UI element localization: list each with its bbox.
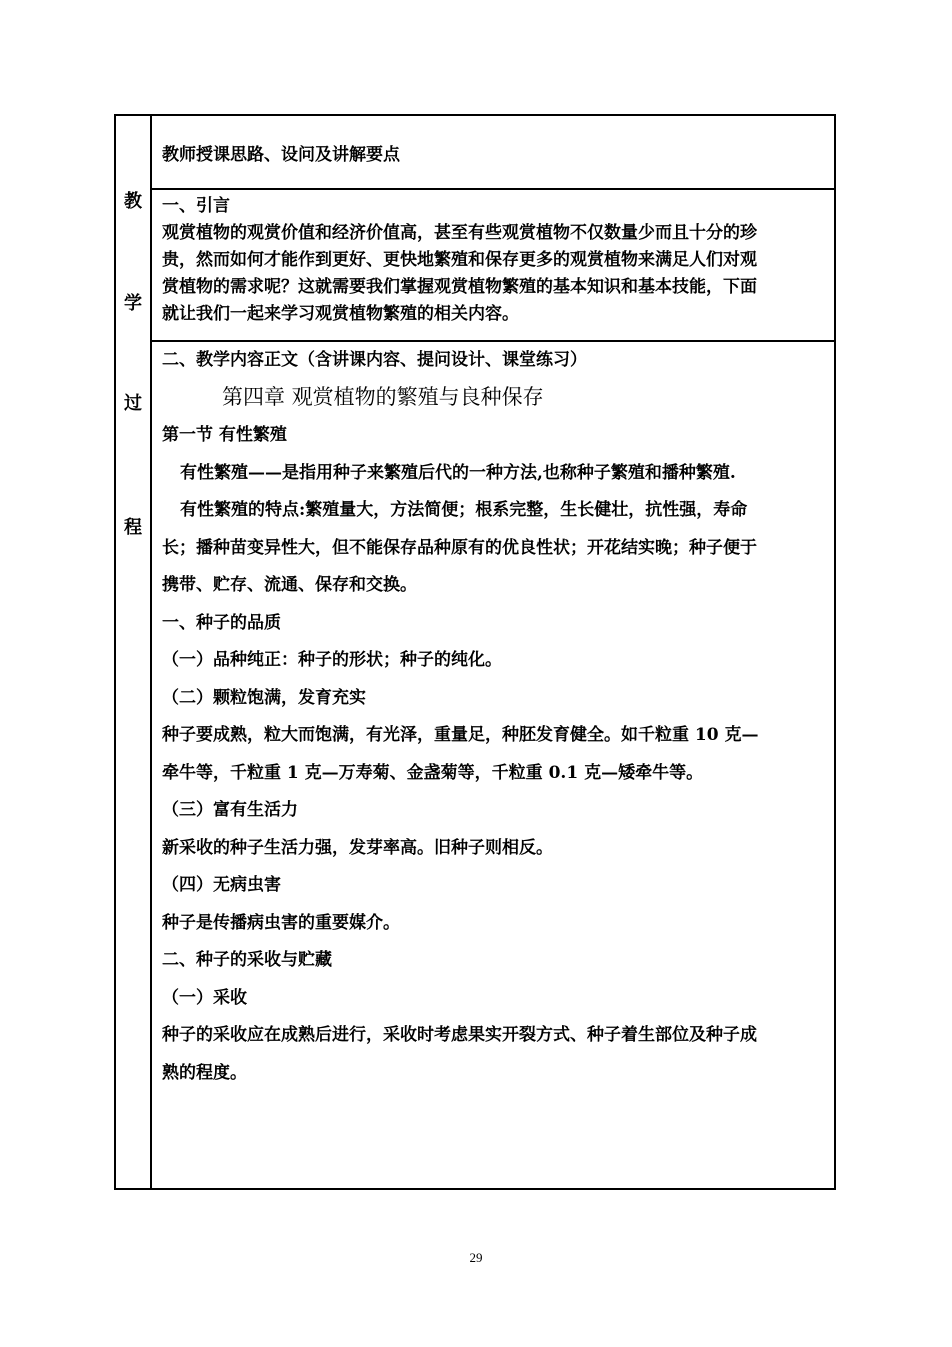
item-text: 种子的采收应在成熟后进行，采收时考虑果实开裂方式、种子着生部位及种子成 xyxy=(162,1025,757,1045)
item-text: 熟的程度。 xyxy=(162,1062,247,1083)
intro-cell xyxy=(152,190,834,342)
intro-line: 就让我们一起来学习观赏植物繁殖的相关内容。 xyxy=(162,304,519,324)
features-line: 有性繁殖的特点:繁殖量大，方法简便；根系完整，生长健壮，抗性强，寿命 xyxy=(180,500,748,520)
header-title: 教师授课思路、设问及讲解要点 xyxy=(162,145,400,165)
side-label-char: 教 xyxy=(124,191,142,212)
item-heading: （一）采收 xyxy=(162,987,247,1008)
item-text: 新采收的种子生活力强，发芽率高。旧种子则相反。 xyxy=(162,837,553,858)
item-text: 种子要成熟，粒大而饱满，有光泽，重量足，种胚发育健全。如千粒重 10 克— xyxy=(162,725,759,745)
content-column xyxy=(152,116,834,1188)
item-text: 种子是传播病虫害的重要媒介。 xyxy=(162,912,400,933)
section-title: 第一节 有性繁殖 xyxy=(162,425,287,445)
side-label-column xyxy=(116,116,152,1188)
side-label-char: 程 xyxy=(124,517,142,538)
page-number: 29 xyxy=(469,1250,483,1265)
chapter-title: 第四章 观赏植物的繁殖与良种保存 xyxy=(222,385,544,409)
item-text: 牵牛等，千粒重 1 克—万寿菊、金盏菊等，千粒重 0.1 克—矮牵牛等。 xyxy=(162,762,704,783)
intro-line: 贵，然而如何才能作到更好、更快地繁殖和保存更多的观赏植物来满足人们对观 xyxy=(162,250,757,270)
side-label-char: 学 xyxy=(124,293,142,314)
subsection-title: 一、种子的品质 xyxy=(162,612,281,633)
intro-line: 观赏植物的观赏价值和经济价值高，甚至有些观赏植物不仅数量少而且十分的珍 xyxy=(162,223,757,243)
main-content-cell xyxy=(152,342,834,1188)
item-heading: （三）富有生活力 xyxy=(162,800,298,820)
intro-heading: 一、引言 xyxy=(162,196,230,216)
header-cell xyxy=(152,116,834,190)
intro-line: 赏植物的需求呢？这就需要我们掌握观赏植物繁殖的基本知识和基本技能，下面 xyxy=(162,277,757,297)
main-heading: 二、教学内容正文（含讲课内容、提问设计、课堂练习） xyxy=(162,350,587,370)
features-line: 携带、贮存、流通、保存和交换。 xyxy=(162,575,417,595)
features-line: 长；播种苗变异性大，但不能保存品种原有的优良性状；开花结实晚；种子便于 xyxy=(162,537,757,558)
item-heading: （一）品种纯正：种子的形状；种子的纯化。 xyxy=(162,650,502,670)
definition-text: 有性繁殖——是指用种子来繁殖后代的一种方法,也称种子繁殖和播种繁殖. xyxy=(180,462,736,483)
lesson-table xyxy=(114,114,836,1190)
item-heading: （二）颗粒饱满，发育充实 xyxy=(162,687,366,708)
subsection-title: 二、种子的采收与贮藏 xyxy=(162,950,332,970)
side-label-char: 过 xyxy=(124,393,142,414)
item-heading: （四）无病虫害 xyxy=(162,875,281,895)
